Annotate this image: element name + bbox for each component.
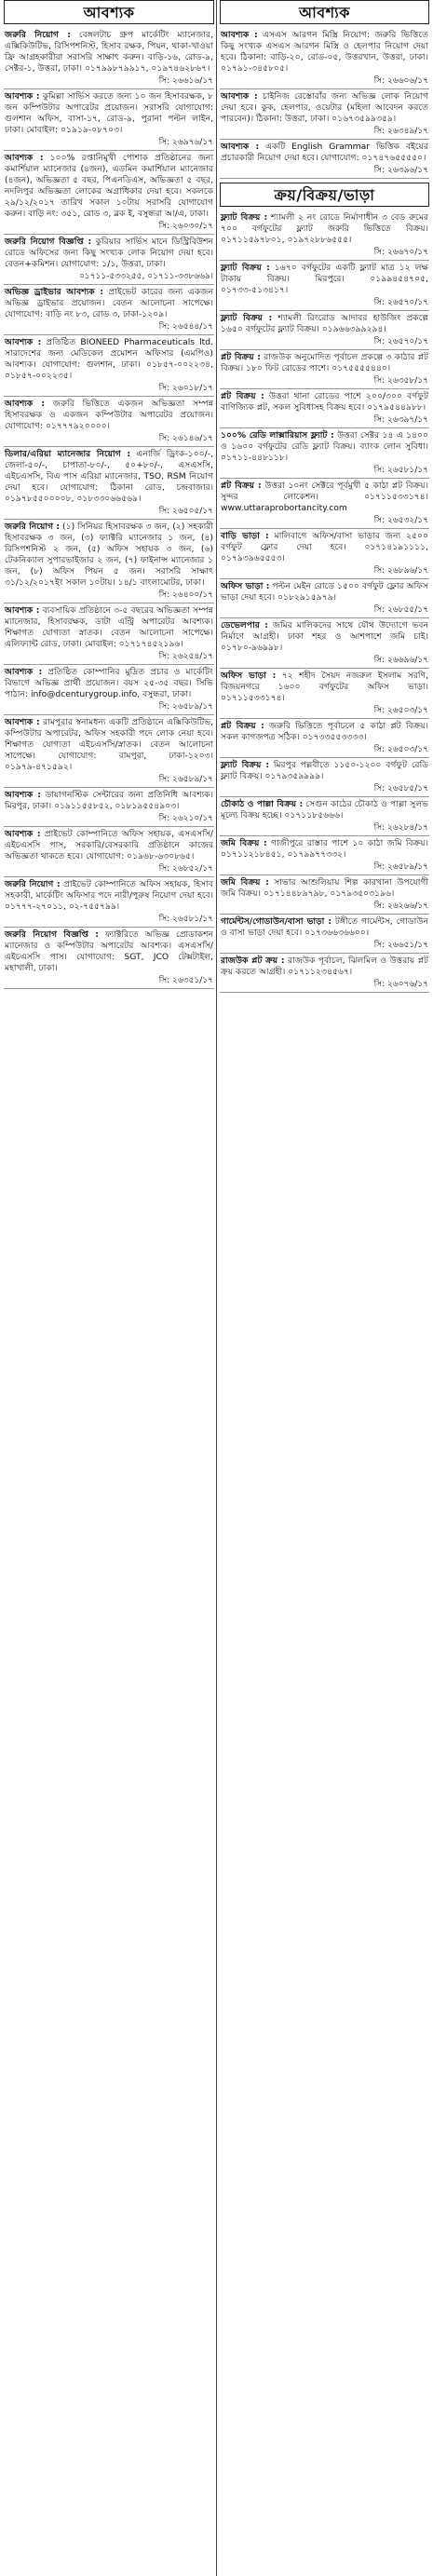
ad-body [5, 153, 213, 220]
ad-text: রামপুরার স্বনামধন্য একটি প্রতিষ্ঠানে এক্সিকিউটিভ, কম্পিউটার অপারেটর, অফিস সহকারী পদে লোক নেয়া হবে। শিক্ষাগত যোগ্যতা এইচএসসি/স্নাতক। বেতন আলোচনা সাপেক্ষে। যোগাযোগ: রামপুরা, ঢাকা-১২০৩। ০১৯৭৯-৪৭১৫৯২। [5, 717, 214, 772]
ad-code: সি: ২৬৫৩২/১৭ [373, 516, 428, 525]
ad-code: সি: ২৬৩৫৮/১৭ [373, 376, 428, 386]
classified-ad [220, 836, 429, 875]
ad-code: সি: ২৬০৭৬/১৭ [373, 980, 428, 989]
classified-ad [4, 447, 214, 520]
ad-code: সি: ২৬৬৫১/১৭ [373, 941, 428, 950]
classified-ad [4, 603, 214, 665]
ad-keyword: বাড়ি ভাড়া : [221, 531, 269, 541]
classified-ad [4, 520, 214, 603]
ad-keyword: ফ্ল্যাট বিক্রয় : [221, 760, 270, 770]
ad-keyword: ১০০% রেডি লাক্সারিয়াস ফ্ল্যাট : [221, 430, 334, 441]
ad-body [221, 721, 428, 743]
ad-keyword: অফিস ভাড়া : [221, 671, 277, 681]
ad-code: সি: ২৬০৩০/১৭ [158, 222, 213, 231]
ad-body [5, 237, 213, 270]
ad-code: সি: ২৬৩৪৯/১৭ [373, 127, 428, 136]
classified-ad [220, 875, 429, 915]
ad-code: সি: ২৬২৬৬/১৭ [373, 902, 428, 911]
classified-ad [220, 261, 429, 311]
ad-code: সি: ২৬৬০৬/১৭ [373, 76, 428, 86]
ad-text: সেগুন কাঠের চৌকাঠ ও পাল্লা সুলভ মূল্যে বিক্রয় হচ্ছে। ০১৭১১৮৫৬৬৬। [221, 799, 428, 820]
ad-body [221, 877, 428, 900]
ad-keyword: জরুরি নিয়োগ বিজ্ঞপ্তি : [5, 929, 99, 940]
ad-text: সাভার আশুলিয়ায় শিল্প কারখানা উপযোগী জমি বিক্রয়। ০১৭১৪৪৮৯৭৯৮, ০১৭৯৩৫০৩১৯৬। [221, 877, 429, 899]
ad-keyword: আবশ্যক : [5, 399, 46, 409]
ad-body [221, 531, 428, 564]
ad-keyword: চৌকাঠ ও পাল্লা বিক্রয় : [221, 799, 304, 809]
ad-code: সি: ২৬৫৮৫/১৭ [373, 784, 428, 793]
ad-keyword: ডেভেলপার : [221, 620, 268, 630]
ad-text: কুমিল্লা সার্ভিস করতে জন্য ১০ জন হিসাবরক্ষক, ৮ জন কম্পিউটার অপারেটর প্রয়োজন। সরাসরি যোগাযোগ: গুলশান অফিস, বাসা-১৭, রোড-৯, পুরানা পল্টন লাইন, ঢাকা। মোবাইল: ০১৯১৯-০৮৭০৩। [5, 91, 214, 135]
ad-keyword: প্লট বিক্রয় : [221, 721, 264, 731]
classified-ad [220, 954, 429, 993]
ad-text: মালিবাগে অফিস/বাসা ভাড়ার জন্য ২৫০০ বর্গফুট ফ্লোর দেয়া হবে। ০১৭১৪১৯১১১১, ০১৭৯৩৯৬৫৫৫৩। [221, 531, 428, 563]
ad-code: সি: ২৬৫৮৯/১৭ [158, 702, 213, 712]
ad-body [221, 799, 428, 821]
ad-keyword: জরুরি নিয়োগ : [5, 30, 71, 40]
ad-keyword: প্লট বিক্রয় : [221, 352, 261, 362]
classified-ad [4, 89, 214, 151]
ad-keyword: প্লট বিক্রয় : [221, 391, 264, 401]
ad-keyword: আবশ্যক : [5, 667, 43, 677]
ad-body [5, 717, 213, 773]
ad-code: সি: ২৬৬৯৬/১৭ [373, 656, 428, 665]
ad-code: ০১৭১১-৫৩৩২৫৫, ০১৭১১-৩৩৮৬৬৯। [78, 272, 213, 281]
ad-code: সি: ২৬২১০/১৭ [158, 814, 213, 823]
ad-body [221, 142, 428, 164]
ad-code: সি: ২৬৫৪৪/১৭ [158, 322, 213, 332]
ad-text: একটি English Grammar ভিত্তিক বইয়ের প্রচারকারী নিয়োগ দেয়া হবে। যোগাযোগ: ০১৭৪৭৬৫৫৫৫০। [221, 142, 429, 163]
ad-body [5, 449, 213, 505]
ad-text: গাজীপুরে রাস্তার পাশে ১০ কাঠা জমি বিক্রয়। ০১৭১১২১৮৪৫১, ০১৭৯৯৭৭৩৩২। [221, 838, 429, 860]
ad-body [5, 91, 213, 136]
section-header-abashyak: আবশ্যক [4, 0, 214, 24]
ad-text: প্রতিষ্ঠিত কোম্পানির মুদ্রিত প্রচার ও মার্কেটিং বিভাগে অভিজ্ঞ প্রার্থী প্রয়োজন। বয়স ২৫-৩৫ বছর। সিভি পাঠান: info@dcenturygroup.info, বসুন্ধরা, ঢাকা। [5, 667, 213, 699]
ad-body [5, 605, 213, 650]
classified-ad [4, 877, 214, 928]
classified-ad [220, 479, 429, 529]
ad-text: শ্যামলী রিংরোড আদাবর হাউজিং প্রকল্পে ১৬৫০ বর্গফুটের ফ্ল্যাট বিক্রয়। ০১৯৬৬৩৯৯২৯৪। [221, 313, 428, 334]
ad-body [221, 760, 428, 782]
classified-ad [4, 285, 214, 335]
ad-body [5, 30, 213, 75]
classified-ad [220, 915, 429, 954]
ad-text: ডায়াগনস্টিক সেন্টারের জন্য প্রতিনিধি আবশ্যক। মিরপুর, ঢাকা। ০১৯১১৫৫৮৫২, ০১৮১৯৫৫৪৯০৩। [5, 790, 214, 811]
classified-ad [4, 397, 214, 447]
ad-code: সি: ২৬০১৮/১৭ [158, 384, 213, 393]
ad-code: সি: ২৬৩৫১/১৭ [158, 976, 213, 985]
ad-body [221, 352, 428, 374]
ad-body [221, 391, 428, 414]
classified-ad [4, 235, 214, 285]
left-ads-list [4, 28, 214, 989]
classified-ad [220, 797, 429, 836]
classified-ad [4, 827, 214, 877]
classified-ad [4, 335, 214, 397]
ad-text: (১) সিনিয়র হিসাবরক্ষক ৩ জন, (২) সহকারী হিসাবরক্ষক ৩ জন, (৩) ফ্যাক্টরি ম্যানেজার ১ জন, (৪) রিসিপশনিস্ট ২ জন, (৫) অফিস সহায়ক ৩ জন, (৬) টেকনিক্যাল সুপারভাইজার ২ জন, (৭) ফাইনান্স ম্যানেজার ১ জন, (৮) অফিস পিয়ন ৫ জন। সরাসরি সাক্ষাৎ ৩১/১২/২০১৭ইং সকাল ১০টায়। ১৪/১ বাংলামোটর, ঢাকা। [5, 522, 213, 588]
ad-keyword: আবশ্যক : [221, 142, 260, 152]
ad-code: সি: ২৬৫০৫/১৭ [158, 507, 213, 516]
ad-text: রাজউক পূর্বাচল, ঝিলমিল ও উত্তরায় প্লট ক্রয় করতে আগ্রহী। ০১৭১১২৩৪৫৬৭। [221, 956, 429, 977]
classified-ad [220, 758, 429, 797]
ad-keyword: আবশ্যক : [5, 790, 41, 800]
ad-code: সি: ২৬৫০৩/১৭ [373, 745, 428, 754]
ad-code: সি: ২৬৬৭০/১৭ [373, 248, 428, 257]
ad-code: সি: ২৬৫৮১/১৭ [373, 466, 428, 475]
ad-text: এসএস আরগন মিস্ত্রি নিয়োগ: জরুরি ভিত্তিতে কিছু সংখ্যক এসএস আরগন মিস্ত্রি ও হেলপার নিয়োগ দেয়া হবে। ঠিকানা: বাড়ি-২০, রোড-০৫, উত্তরখান, উত্তরা, ঢাকা। ০১৭৯১-৩৪৫৮০৫। [221, 30, 428, 74]
ad-code: সি: ২৬৫৭০/১৭ [373, 298, 428, 307]
ad-body [221, 313, 428, 335]
ad-keyword: ফ্ল্যাট বিক্রয় : [221, 313, 273, 323]
ad-body [221, 263, 428, 296]
ad-text: উত্তরা থানা রোডের পাশে ২০০/৩০০ বর্গফুট বাণিজ্যিক প্লট, সকল সুবিধাসহ বিক্রয় হবে। ০১৭৯৫৪৪৯৮৮। [221, 391, 429, 413]
ad-keyword: জমি বিক্রয় : [221, 838, 267, 848]
classified-ad [220, 428, 429, 479]
ad-body [221, 838, 428, 861]
classified-ad [220, 579, 429, 618]
classified-ad [220, 311, 429, 350]
ad-text: উত্তরা সেক্টর ১৪ এ ১৪০০ ও ১৬০০ বর্গফুটের রেডি ফ্ল্যাট বিক্রয়। ব্যাংক লোন সুবিধা। ০১৭১১-৪৪৮১১৮। [221, 430, 429, 463]
ad-keyword: জমি বিক্রয় : [221, 877, 269, 888]
classified-ad [220, 669, 429, 719]
ad-keyword: আবশ্যক : [5, 829, 41, 839]
ad-code: সি: ২৬২৫৪/১৭ [158, 652, 213, 661]
ad-code: সি: ২৬৪০০/১৭ [158, 590, 213, 600]
ad-keyword: আবশ্যক : [5, 337, 42, 347]
classified-ad [220, 210, 429, 261]
ad-code: সি: ২৬৫৮৯/১৭ [373, 862, 428, 872]
ad-code: সি: ২৬৩৯৬/১৭ [373, 166, 428, 175]
ad-keyword: প্লট বিক্রয় : [221, 481, 262, 491]
ad-text: টঙ্গীতে গার্মেন্টস, গোডাউন ও বাসা ভাড়া দেয়া হবে। ০১৭৩৬৬৩৬৬০০। [221, 916, 428, 938]
ad-body [5, 399, 213, 432]
ad-code: সি: ২৬৬১৬/১৭ [158, 76, 213, 86]
ad-body [5, 667, 213, 700]
ad-keyword: আবশ্যক : [221, 91, 258, 102]
ad-text: ১৬৭০ বর্গফুটের একটি ফ্ল্যাট মাত্র ১২ লক্ষ টাকায় বিক্রয়। মিরপুরে। ০১৯৯৪৫৪৭০৫, ০১৭৩৩-৫১৩৪১৭। [221, 263, 428, 295]
classified-ad [4, 928, 214, 989]
ad-body [221, 481, 428, 514]
ad-body [5, 337, 213, 382]
ad-code: সি: ২৬৫০৩/১৭ [373, 706, 428, 715]
ad-text: ব্যবসায়িক প্রতিষ্ঠানে ৩-৫ বছরের অভিজ্ঞতা সম্পন্ন ম্যানেজার, হিসাবরক্ষক, ডাটা এন্ট্রি অপারেটর আবশ্যক। শিক্ষাগত যোগ্যতা স্নাতক। বেতন আলোচনা সাপেক্ষে। এলিফ্যান্ট রোড, ঢাকা। মোবাইল: ০১৭১৭৪৫২১৯৬। [5, 605, 214, 649]
ad-body [221, 212, 428, 246]
ad-text: প্রাইভেট কোম্পানিতে অফিস সহায়ক, হিসাব সহকারী, মার্কেটিং অফিসার পদে নারী/পুরুষ নিয়োগ দেয়া হবে। ০১৭৭৭-২৭০১১, ০২-৭৫৫৭৯৯। [5, 879, 213, 912]
ad-keyword: অফিস ভাড়া : [221, 581, 270, 591]
ad-text: ফ্যাক্টরিতে অভিজ্ঞ প্রোডাকশন ম্যানেজার ও কম্পিউটার অপারেটর আবশ্যক। এসএসসি/এইচএসসি পাস। যোগাযোগ: SGT, JCO টেক্সটাইল, মহাখালী, ঢাকা। [5, 929, 213, 973]
section-header-abashyak-right: আবশ্যক [220, 0, 429, 24]
ad-code: সি: ২৬১৪৬/১৭ [158, 434, 213, 443]
ad-text: কুরিয়ার সার্ভিস মানে ডিস্ট্রিবিউশন রোডে অফিসের জন্য কিছু সংখ্যক লোক নিয়োগ দেয়া হবে। বেতন+কমিশন। যোগাযোগ: ১/১, উত্তরা, ঢাকা। [5, 237, 214, 269]
ad-text: বেঙ্গলটাচ গ্রুপ মার্কেটিং ম্যানেজার, এক্সিকিউটিভ, রিসিপশনিস্ট, হিসাব রক্ষক, পিয়ন, থাকা-খাওয়া ফ্রি আগ্রহকারীরা সরাসরি সাক্ষাৎ করুন। বাড়ি-১৬, রোড-৯, সেক্টর-১, উত্তরা, ঢাকা। ০১৭৯৯৮৭৯৯১৭, ০১৯৭৪৬২৮৬৭। [5, 30, 213, 74]
ad-keyword: জরুরি নিয়োগ : [5, 522, 61, 532]
ad-body [5, 929, 213, 974]
ad-body [221, 91, 428, 125]
ad-text: মিরপুর পল্লবীতে ১১৫০-১২০০ বর্গফুট রেডি ফ্ল্যাট বিক্রয়। ০১৭৯৩৫৯৯৯৯। [221, 760, 428, 781]
classified-ad [220, 618, 429, 669]
ad-keyword: জরুরি নিয়োগ : [5, 879, 61, 889]
right-column [220, 0, 429, 993]
ad-text: ৭২ শহীদ সৈয়দ নজরুল ইসলাম সরণি, বিজয়নগরে ১৬০০ বর্গফুটের অফিস ভাড়া। ০১৭১১৫৩৩১৭৪। [221, 671, 429, 703]
ad-keyword: আবশ্যক : [5, 605, 40, 616]
classified-ad [4, 151, 214, 235]
ad-text: এনার্জি ড্রিংক-১০০/-, জেলা-৫০/-, চাপাতা-৮০/-, ৫০+৮০/-, এসএসসি, এইচএসসি, বিএ পাস এরিয়া ম্যানেজার, TSO, RSM নিয়োগ দেয়া হবে। যোগাযোগ: ঠিকানা রোড, চন্দ্রবাজার। ০১৯৭৮৫৫০০০০৮, ০১৮৩৩০৬৬৫৬৯। [5, 449, 214, 504]
column-divider [216, 0, 217, 2576]
ad-text: প্রাইভেট কোম্পানিতে অফিস সহায়ক, এসএসসি/এইচএসসি পাস, সরকারি/বেসরকারি প্রতিষ্ঠানে কাজের অভিজ্ঞতা থাকতে হবে। যোগাযোগ: ০১৯৬৮-৬৩০৮৬৫। [5, 829, 214, 861]
ad-code: সি: ২৬৫৮৯/১৭ [158, 775, 213, 784]
ad-keyword: ডিলার/এরিয়া ম্যানেজার নিয়োগ : [5, 449, 131, 459]
ad-body [5, 829, 213, 862]
ad-keyword: জরুরি নিয়োগ বিজ্ঞপ্তি : [5, 237, 92, 247]
ad-keyword: অভিজ্ঞ ড্রাইভার আবশ্যক : [5, 287, 104, 297]
classified-ad [220, 28, 429, 89]
section-header-buy-sell-rent: ক্রয়/বিক্রয়/ভাড়া [220, 183, 429, 207]
ad-text: রাজউক অনুমোদিত পূর্বাচল প্রকল্পে ৩ কাঠার প্লট বিক্রয়। ১৮০ ফিট রোডের পাশে। ০১৭৫৫৫৫৪৪০। [221, 352, 429, 373]
ad-code: সি: ২৬৫৭০/১৭ [373, 337, 428, 346]
ad-text: প্রতিষ্ঠিত BIONEED Pharmaceuticals ltd. সারাদেশের জন্য মেডিকেল প্রমোশন অফিসার (এমপিও) আবশ্যক। যোগাযোগ: গুলশান, ঢাকা। ০১৮৫৭-০০২২৩৪, ০১৮৫৭-০০২২৩৫। [5, 337, 214, 381]
classified-ad [220, 140, 429, 179]
ad-keyword: ফ্ল্যাট বিক্রয় : [221, 212, 268, 223]
ad-code: সি: ২৬৩৯৭/১৭ [373, 415, 428, 425]
right-ads-list-1 [220, 28, 429, 179]
ad-keyword: গার্মেন্টস/গোডাউন/বাসা ভাড়া : [221, 916, 332, 927]
ad-body [221, 916, 428, 939]
ad-body [5, 790, 213, 812]
ad-body [221, 581, 428, 603]
classified-ad [4, 715, 214, 788]
ad-code: সি: ২৬৯৭৬/১৭ [158, 138, 213, 147]
classified-ad [220, 389, 429, 428]
ad-text: চাইনিজ রেস্তোরাঁর জন্য অভিজ্ঞ লোক নিয়োগ দেয়া হবে। কুক, হেলপার, ওয়েটার (মহিলা আবেদন করতে পারবেন)। ঠিকানা: উত্তরা, ঢাকা। ০১৬৭৩৫৯৯৩৫৯। [221, 91, 429, 124]
ad-text: পল্টন মেইন রোডে ১৫০০ বর্গফুট ফ্লোর অফিস ভাড়া দেয়া হবে। ০১৮২৯১৫৯৭৯। [221, 581, 428, 603]
ad-text: ১০০% রপ্তানিমুখী পোশাক প্রতিষ্ঠানের জন্য কমার্শিয়াল ম্যানেজার (৪জন), এডমিন কমার্শিয়াল ম্যানেজার (৪জন), অভিজ্ঞতা ৫ বছর, পিএনডিএস, অভিজ্ঞতা ৫ বছর, নদলিপুর অভিজ্ঞতা লোকের অগ্রাধিকার দেয়া হবে। সকলকে ২৯/১২/২০১৭ তারিখ সকাল ১০টায় সরাসরি যোগাযোগ করুন। বাড়ি নং: ৩৫১, রোড ৩, ব্লক ই, বসুন্ধরা আ/এ, ঢাকা। [5, 153, 213, 219]
classified-ad [4, 788, 214, 827]
ad-keyword: আবশ্যক : [221, 30, 258, 40]
ad-body [5, 879, 213, 913]
classified-ad [220, 529, 429, 579]
classified-ad [4, 28, 214, 89]
left-column [4, 0, 214, 989]
classified-ad [220, 350, 429, 389]
ad-code: সি: ২৬৮৫২/১৭ [158, 864, 213, 874]
ad-text: জরুরি ভিত্তিতে একজন অভিজ্ঞতা সম্পন্ন হিসাবরক্ষক ও একজন কম্পিউটার অপারেটর প্রয়োজন। যোগাযোগ: ০১৭৭৭৯২০০০০। [5, 399, 213, 431]
ad-body [221, 430, 428, 464]
ad-body [221, 620, 428, 654]
ad-code: সি: ২৬২৮৪/১৭ [373, 823, 428, 833]
ad-text: শ্যামলী ২ নং রোডে নির্মাণাধীন ৩ বেড রুমের ৭০০ বর্গফুটের ফ্ল্যাট জরুরি ভিত্তিতে বিক্রয়। ০১৭১১৫৯৭৮০১, ০১৯৭২৮৮৬৫৫৫। [221, 212, 428, 245]
ad-body [221, 30, 428, 75]
ad-keyword: রাজউক প্লট ক্রয় : [221, 956, 285, 966]
classified-ad [4, 665, 214, 715]
classified-ad [220, 89, 429, 140]
ad-body [5, 287, 213, 320]
ad-keyword: আবশ্যক : [5, 153, 44, 163]
ad-code: সি: ২৬৮৯৬/১৭ [373, 566, 428, 576]
ad-code: সি: ২৬৫৮১/১৭ [158, 915, 213, 924]
ad-body [5, 522, 213, 589]
ad-code: সি: ২৬৮৫৫/১৭ [373, 605, 428, 615]
ad-keyword: আবশ্যক : [5, 717, 40, 727]
ad-body [221, 956, 428, 978]
ad-text: উত্তরা ১০নং সেক্টরে পূর্বমুখী ৫ কাঠা প্লট বিক্রয়। সুন্দর লোকেশন। ০১৭১১৫৩৩১৭৪। www.uttaraprobortancity.com [221, 481, 429, 513]
ad-text: প্রাইভেট কারের জন্য একজন অভিজ্ঞ ড্রাইভার প্রয়োজন। বেতন আলোচনা সাপেক্ষে। যোগাযোগ: বাড়ি নং ৮৩, রোড ৩, ঢাকা-১২০৯। [5, 287, 213, 319]
ad-text: জমির মালিকদের সাথে যৌথ উদ্যোগে ভবন নির্মাণে আগ্রহী। ঢাকা শহর ও আশপাশে জমি চাই। ০১৭৮০-৯৬৯৯৮। [221, 620, 429, 653]
ad-text: জরুরি ভিত্তিতে পূর্বাচলে ৫ কাঠা প্লট বিক্রয়। সকল কাগজপত্র সঠিক। ০১৭৩৩৫৫৩৩৩৩। [221, 721, 429, 742]
ad-keyword: ফ্ল্যাট বিক্রয় : [221, 263, 270, 273]
right-ads-list-2 [220, 210, 429, 993]
classified-ad [220, 719, 429, 758]
ad-keyword: আবশ্যক : [5, 91, 40, 102]
ad-body [221, 671, 428, 704]
